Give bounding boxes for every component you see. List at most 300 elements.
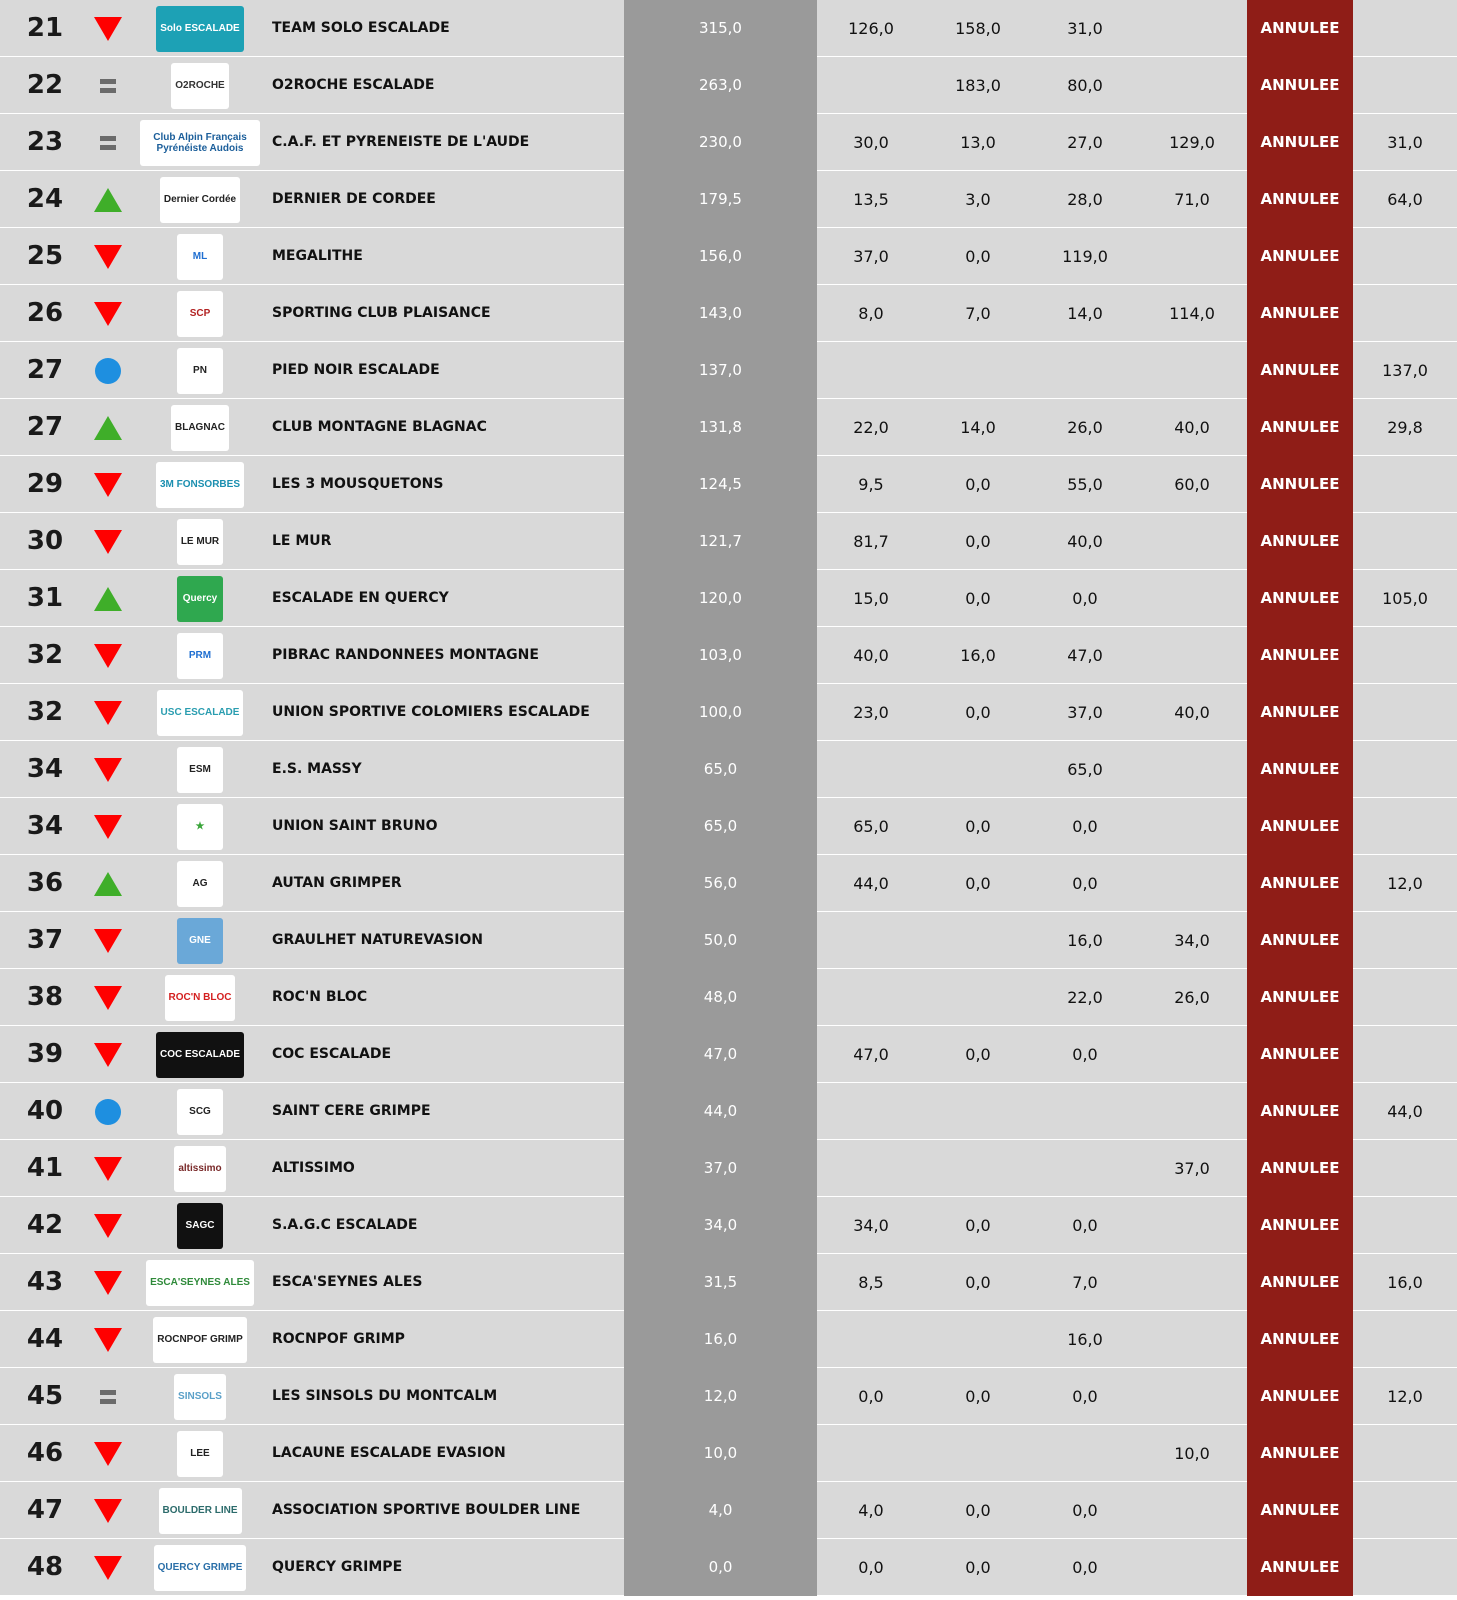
stage-3-score: 28,0 bbox=[1067, 190, 1103, 209]
status-badge: ANNULEE bbox=[1247, 513, 1353, 570]
rank-cell: 47 bbox=[26, 1495, 64, 1525]
stage-3-score: 16,0 bbox=[1067, 1330, 1103, 1349]
club-name: ALTISSIMO bbox=[272, 1160, 355, 1176]
club-logo bbox=[140, 1368, 260, 1425]
rank-cell: 42 bbox=[26, 1210, 64, 1240]
club-logo-image: SCP bbox=[177, 291, 223, 337]
stage-3-score: 0,0 bbox=[1072, 1501, 1098, 1520]
stage-2-score bbox=[925, 342, 1031, 399]
trend-up-icon bbox=[90, 570, 126, 627]
club-logo bbox=[140, 1311, 260, 1368]
total-score: 65,0 bbox=[624, 741, 817, 798]
stage-1-score bbox=[818, 912, 924, 969]
trend-equal-icon bbox=[90, 1368, 126, 1425]
status-badge: ANNULEE bbox=[1247, 0, 1353, 57]
stage-2-score: 0,0 bbox=[965, 532, 991, 551]
trend-down-icon bbox=[90, 627, 126, 684]
stage-4-score bbox=[1139, 1026, 1245, 1083]
club-logo-image: PRM bbox=[177, 633, 223, 679]
trend-down-icon bbox=[90, 285, 126, 342]
club-logo-image: ROC'N BLOC bbox=[165, 975, 236, 1021]
stage-4-score bbox=[1139, 741, 1245, 798]
club-logo bbox=[140, 285, 260, 342]
stage-3-score bbox=[1032, 1140, 1138, 1197]
club-name: C.A.F. ET PYRENEISTE DE L'AUDE bbox=[272, 134, 530, 150]
stage-2-score: 0,0 bbox=[965, 1273, 991, 1292]
stage-3-score: 16,0 bbox=[1067, 931, 1103, 950]
trend-down-icon bbox=[90, 912, 126, 969]
club-name: ESCALADE EN QUERCY bbox=[272, 590, 449, 606]
stage-2-score: 0,0 bbox=[965, 1045, 991, 1064]
table-row bbox=[0, 627, 1457, 684]
club-logo bbox=[140, 1140, 260, 1197]
stage-3-score: 0,0 bbox=[1072, 1387, 1098, 1406]
club-name: LES SINSOLS DU MONTCALM bbox=[272, 1388, 498, 1404]
club-logo-image: altissimo bbox=[174, 1146, 225, 1192]
club-logo bbox=[140, 1539, 260, 1596]
club-name: QUERCY GRIMPE bbox=[272, 1559, 403, 1575]
stage-4-score bbox=[1139, 342, 1245, 399]
trend-down-icon bbox=[90, 0, 126, 57]
stage-5-score bbox=[1353, 285, 1457, 342]
rank-cell: 40 bbox=[26, 1096, 64, 1126]
trend-down-icon bbox=[90, 1311, 126, 1368]
stage-1-score: 40,0 bbox=[853, 646, 889, 665]
rank-cell: 21 bbox=[26, 13, 64, 43]
table-row bbox=[0, 1425, 1457, 1482]
table-row bbox=[0, 1539, 1457, 1596]
rank-cell: 23 bbox=[26, 127, 64, 157]
club-name: AUTAN GRIMPER bbox=[272, 875, 402, 891]
stage-2-score: 0,0 bbox=[965, 817, 991, 836]
stage-3-score: 119,0 bbox=[1062, 247, 1108, 266]
table-row bbox=[0, 513, 1457, 570]
rank-cell: 31 bbox=[26, 583, 64, 613]
club-logo bbox=[140, 741, 260, 798]
club-logo-image: PN bbox=[177, 348, 223, 394]
table-row bbox=[0, 741, 1457, 798]
stage-5-score: 64,0 bbox=[1387, 190, 1423, 209]
status-badge: ANNULEE bbox=[1247, 912, 1353, 969]
table-row bbox=[0, 1254, 1457, 1311]
stage-3-score: 31,0 bbox=[1067, 19, 1103, 38]
club-name: ROC'N BLOC bbox=[272, 989, 368, 1005]
stage-1-score: 15,0 bbox=[853, 589, 889, 608]
stage-3-score: 65,0 bbox=[1067, 760, 1103, 779]
stage-3-score bbox=[1032, 1425, 1138, 1482]
total-score: 56,0 bbox=[624, 855, 817, 912]
trend-down-icon bbox=[90, 1254, 126, 1311]
stage-2-score: 0,0 bbox=[965, 1387, 991, 1406]
stage-4-score bbox=[1139, 1482, 1245, 1539]
stage-2-score bbox=[925, 741, 1031, 798]
table-row bbox=[0, 912, 1457, 969]
stage-2-score: 7,0 bbox=[965, 304, 991, 323]
stage-1-score: 37,0 bbox=[853, 247, 889, 266]
status-badge: ANNULEE bbox=[1247, 228, 1353, 285]
stage-3-score: 22,0 bbox=[1067, 988, 1103, 1007]
status-badge: ANNULEE bbox=[1247, 456, 1353, 513]
status-badge: ANNULEE bbox=[1247, 1026, 1353, 1083]
club-logo bbox=[140, 1482, 260, 1539]
stage-5-score: 29,8 bbox=[1387, 418, 1423, 437]
club-name: SPORTING CLUB PLAISANCE bbox=[272, 305, 491, 321]
total-score: 137,0 bbox=[624, 342, 817, 399]
stage-5-score bbox=[1353, 456, 1457, 513]
stage-5-score bbox=[1353, 57, 1457, 114]
stage-3-score: 80,0 bbox=[1067, 76, 1103, 95]
status-badge: ANNULEE bbox=[1247, 741, 1353, 798]
total-score: 44,0 bbox=[624, 1083, 817, 1140]
stage-5-score bbox=[1353, 1311, 1457, 1368]
stage-2-score: 0,0 bbox=[965, 1558, 991, 1577]
stage-4-score bbox=[1139, 513, 1245, 570]
club-name: DERNIER DE CORDEE bbox=[272, 191, 436, 207]
stage-4-score bbox=[1139, 1311, 1245, 1368]
stage-4-score bbox=[1139, 1197, 1245, 1254]
rank-cell: 45 bbox=[26, 1381, 64, 1411]
rank-cell: 34 bbox=[26, 754, 64, 784]
club-name: MEGALITHE bbox=[272, 248, 363, 264]
stage-2-score: 0,0 bbox=[965, 247, 991, 266]
rank-cell: 41 bbox=[26, 1153, 64, 1183]
total-score: 37,0 bbox=[624, 1140, 817, 1197]
club-name: SAINT CERE GRIMPE bbox=[272, 1103, 431, 1119]
stage-1-score: 126,0 bbox=[848, 19, 894, 38]
stage-2-score bbox=[925, 912, 1031, 969]
stage-3-score: 47,0 bbox=[1067, 646, 1103, 665]
total-score: 120,0 bbox=[624, 570, 817, 627]
total-score: 131,8 bbox=[624, 399, 817, 456]
club-logo bbox=[140, 1254, 260, 1311]
club-logo bbox=[140, 399, 260, 456]
rank-cell: 46 bbox=[26, 1438, 64, 1468]
stage-3-score: 0,0 bbox=[1072, 1558, 1098, 1577]
club-logo-image: ML bbox=[177, 234, 223, 280]
trend-down-icon bbox=[90, 798, 126, 855]
stage-1-score: 23,0 bbox=[853, 703, 889, 722]
total-score: 12,0 bbox=[624, 1368, 817, 1425]
stage-2-score: 0,0 bbox=[965, 1216, 991, 1235]
stage-5-score: 137,0 bbox=[1382, 361, 1428, 380]
club-logo-image: SCG bbox=[177, 1089, 223, 1135]
table-row bbox=[0, 684, 1457, 741]
stage-1-score: 8,5 bbox=[858, 1273, 884, 1292]
club-logo-image: BLAGNAC bbox=[171, 405, 229, 451]
rank-cell: 24 bbox=[26, 184, 64, 214]
status-badge: ANNULEE bbox=[1247, 114, 1353, 171]
table-row bbox=[0, 1083, 1457, 1140]
stage-4-score: 40,0 bbox=[1174, 418, 1210, 437]
club-name: PIBRAC RANDONNEES MONTAGNE bbox=[272, 647, 539, 663]
stage-1-score: 13,5 bbox=[853, 190, 889, 209]
club-logo bbox=[140, 912, 260, 969]
trend-down-icon bbox=[90, 684, 126, 741]
club-logo bbox=[140, 627, 260, 684]
status-badge: ANNULEE bbox=[1247, 684, 1353, 741]
club-name: TEAM SOLO ESCALADE bbox=[272, 20, 450, 36]
stage-5-score: 12,0 bbox=[1387, 1387, 1423, 1406]
club-name: S.A.G.C ESCALADE bbox=[272, 1217, 418, 1233]
status-badge: ANNULEE bbox=[1247, 1311, 1353, 1368]
total-score: 65,0 bbox=[624, 798, 817, 855]
stage-5-score bbox=[1353, 1539, 1457, 1596]
stage-4-score: 26,0 bbox=[1174, 988, 1210, 1007]
stage-4-score: 71,0 bbox=[1174, 190, 1210, 209]
stage-4-score bbox=[1139, 57, 1245, 114]
stage-4-score bbox=[1139, 0, 1245, 57]
rank-cell: 44 bbox=[26, 1324, 64, 1354]
club-logo bbox=[140, 513, 260, 570]
club-name: UNION SAINT BRUNO bbox=[272, 818, 438, 834]
status-badge: ANNULEE bbox=[1247, 855, 1353, 912]
trend-down-icon bbox=[90, 228, 126, 285]
stage-1-score bbox=[818, 1140, 924, 1197]
club-logo bbox=[140, 57, 260, 114]
stage-3-score: 40,0 bbox=[1067, 532, 1103, 551]
stage-2-score: 0,0 bbox=[965, 703, 991, 722]
table-row bbox=[0, 114, 1457, 171]
stage-2-score bbox=[925, 969, 1031, 1026]
stage-1-score bbox=[818, 342, 924, 399]
total-score: 50,0 bbox=[624, 912, 817, 969]
stage-3-score: 0,0 bbox=[1072, 874, 1098, 893]
stage-4-score: 40,0 bbox=[1174, 703, 1210, 722]
total-score: 315,0 bbox=[624, 0, 817, 57]
rank-cell: 30 bbox=[26, 526, 64, 556]
club-logo-image: ★ bbox=[177, 804, 223, 850]
stage-5-score bbox=[1353, 1425, 1457, 1482]
club-logo-image: GNE bbox=[177, 918, 223, 964]
rank-cell: 27 bbox=[26, 412, 64, 442]
stage-3-score: 14,0 bbox=[1067, 304, 1103, 323]
club-logo bbox=[140, 798, 260, 855]
club-logo bbox=[140, 171, 260, 228]
club-logo-image: SINSOLS bbox=[174, 1374, 226, 1420]
stage-2-score bbox=[925, 1140, 1031, 1197]
stage-1-score bbox=[818, 1425, 924, 1482]
trend-down-icon bbox=[90, 1539, 126, 1596]
total-score: 10,0 bbox=[624, 1425, 817, 1482]
status-badge: ANNULEE bbox=[1247, 171, 1353, 228]
status-badge: ANNULEE bbox=[1247, 627, 1353, 684]
rank-cell: 22 bbox=[26, 70, 64, 100]
table-row bbox=[0, 1140, 1457, 1197]
trend-up-icon bbox=[90, 171, 126, 228]
total-score: 230,0 bbox=[624, 114, 817, 171]
stage-2-score bbox=[925, 1083, 1031, 1140]
status-badge: ANNULEE bbox=[1247, 969, 1353, 1026]
club-logo bbox=[140, 570, 260, 627]
stage-2-score: 13,0 bbox=[960, 133, 996, 152]
stage-1-score: 34,0 bbox=[853, 1216, 889, 1235]
club-logo bbox=[140, 1197, 260, 1254]
total-score: 47,0 bbox=[624, 1026, 817, 1083]
stage-4-score: 114,0 bbox=[1169, 304, 1215, 323]
club-logo-image: ESM bbox=[177, 747, 223, 793]
status-badge: ANNULEE bbox=[1247, 798, 1353, 855]
total-score: 103,0 bbox=[624, 627, 817, 684]
status-badge: ANNULEE bbox=[1247, 570, 1353, 627]
stage-2-score: 14,0 bbox=[960, 418, 996, 437]
club-logo-image: 3M FONSORBES bbox=[156, 462, 244, 508]
stage-2-score: 16,0 bbox=[960, 646, 996, 665]
table-row bbox=[0, 855, 1457, 912]
stage-5-score bbox=[1353, 969, 1457, 1026]
table-row bbox=[0, 1311, 1457, 1368]
stage-2-score: 0,0 bbox=[965, 475, 991, 494]
stage-2-score: 3,0 bbox=[965, 190, 991, 209]
status-badge: ANNULEE bbox=[1247, 285, 1353, 342]
total-score: 121,7 bbox=[624, 513, 817, 570]
total-score: 100,0 bbox=[624, 684, 817, 741]
club-name: GRAULHET NATUREVASION bbox=[272, 932, 484, 948]
table-row bbox=[0, 1482, 1457, 1539]
stage-2-score: 0,0 bbox=[965, 589, 991, 608]
club-logo-image: ROCNPOF GRIMP bbox=[153, 1317, 247, 1363]
table-row bbox=[0, 342, 1457, 399]
trend-equal-icon bbox=[90, 114, 126, 171]
club-logo bbox=[140, 1026, 260, 1083]
status-badge: ANNULEE bbox=[1247, 399, 1353, 456]
total-score: 263,0 bbox=[624, 57, 817, 114]
club-logo-image: Dernier Cordée bbox=[160, 177, 240, 223]
stage-5-score bbox=[1353, 627, 1457, 684]
club-logo bbox=[140, 114, 260, 171]
total-score: 4,0 bbox=[624, 1482, 817, 1539]
stage-1-score: 0,0 bbox=[858, 1387, 884, 1406]
club-name: LES 3 MOUSQUETONS bbox=[272, 476, 444, 492]
stage-4-score: 10,0 bbox=[1174, 1444, 1210, 1463]
status-badge: ANNULEE bbox=[1247, 1368, 1353, 1425]
stage-3-score bbox=[1032, 342, 1138, 399]
club-logo-image: Solo ESCALADE bbox=[156, 6, 243, 52]
stage-3-score: 0,0 bbox=[1072, 1216, 1098, 1235]
stage-4-score bbox=[1139, 228, 1245, 285]
stage-5-score: 44,0 bbox=[1387, 1102, 1423, 1121]
table-row bbox=[0, 57, 1457, 114]
trend-down-icon bbox=[90, 1482, 126, 1539]
club-logo bbox=[140, 1083, 260, 1140]
club-name: LACAUNE ESCALADE EVASION bbox=[272, 1445, 506, 1461]
total-score: 156,0 bbox=[624, 228, 817, 285]
table-row bbox=[0, 1197, 1457, 1254]
stage-1-score: 81,7 bbox=[853, 532, 889, 551]
rank-cell: 32 bbox=[26, 640, 64, 670]
club-name: UNION SPORTIVE COLOMIERS ESCALADE bbox=[272, 704, 590, 720]
total-score: 16,0 bbox=[624, 1311, 817, 1368]
trend-up-icon bbox=[90, 399, 126, 456]
stage-4-score bbox=[1139, 627, 1245, 684]
trend-down-icon bbox=[90, 513, 126, 570]
stage-5-score bbox=[1353, 741, 1457, 798]
status-badge: ANNULEE bbox=[1247, 57, 1353, 114]
stage-1-score: 0,0 bbox=[858, 1558, 884, 1577]
stage-5-score bbox=[1353, 1197, 1457, 1254]
stage-2-score: 0,0 bbox=[965, 1501, 991, 1520]
stage-3-score: 7,0 bbox=[1072, 1273, 1098, 1292]
rank-cell: 39 bbox=[26, 1039, 64, 1069]
stage-5-score bbox=[1353, 684, 1457, 741]
club-name: E.S. MASSY bbox=[272, 761, 362, 777]
rank-cell: 37 bbox=[26, 925, 64, 955]
rank-cell: 38 bbox=[26, 982, 64, 1012]
total-score: 143,0 bbox=[624, 285, 817, 342]
stage-5-score bbox=[1353, 1140, 1457, 1197]
stage-2-score bbox=[925, 1425, 1031, 1482]
stage-5-score bbox=[1353, 0, 1457, 57]
table-row bbox=[0, 969, 1457, 1026]
club-logo-image: AG bbox=[177, 861, 223, 907]
club-logo bbox=[140, 0, 260, 57]
stage-4-score bbox=[1139, 798, 1245, 855]
club-logo-image: BOULDER LINE bbox=[159, 1488, 242, 1534]
trend-down-icon bbox=[90, 969, 126, 1026]
total-score: 124,5 bbox=[624, 456, 817, 513]
stage-4-score: 34,0 bbox=[1174, 931, 1210, 950]
status-badge: ANNULEE bbox=[1247, 1254, 1353, 1311]
table-row bbox=[0, 171, 1457, 228]
club-logo-image: QUERCY GRIMPE bbox=[154, 1545, 247, 1591]
stage-4-score: 60,0 bbox=[1174, 475, 1210, 494]
stage-1-score bbox=[818, 741, 924, 798]
club-logo bbox=[140, 228, 260, 285]
club-name: CLUB MONTAGNE BLAGNAC bbox=[272, 419, 487, 435]
club-logo-image: LEE bbox=[177, 1431, 223, 1477]
stage-3-score: 0,0 bbox=[1072, 817, 1098, 836]
trend-new-icon bbox=[90, 342, 126, 399]
stage-1-score bbox=[818, 1311, 924, 1368]
table-row bbox=[0, 0, 1457, 57]
club-logo-image: LE MUR bbox=[177, 519, 223, 565]
club-name: LE MUR bbox=[272, 533, 332, 549]
trend-down-icon bbox=[90, 1026, 126, 1083]
club-logo bbox=[140, 684, 260, 741]
stage-3-score: 26,0 bbox=[1067, 418, 1103, 437]
stage-4-score bbox=[1139, 570, 1245, 627]
status-badge: ANNULEE bbox=[1247, 1083, 1353, 1140]
stage-1-score: 8,0 bbox=[858, 304, 884, 323]
table-row bbox=[0, 798, 1457, 855]
stage-5-score bbox=[1353, 513, 1457, 570]
total-score: 48,0 bbox=[624, 969, 817, 1026]
trend-down-icon bbox=[90, 456, 126, 513]
stage-5-score: 16,0 bbox=[1387, 1273, 1423, 1292]
stage-1-score bbox=[818, 969, 924, 1026]
total-score: 179,5 bbox=[624, 171, 817, 228]
total-score: 31,5 bbox=[624, 1254, 817, 1311]
rank-cell: 48 bbox=[26, 1552, 64, 1582]
club-name: ASSOCIATION SPORTIVE BOULDER LINE bbox=[272, 1502, 581, 1518]
stage-1-score: 44,0 bbox=[853, 874, 889, 893]
club-logo bbox=[140, 456, 260, 513]
trend-new-icon bbox=[90, 1083, 126, 1140]
stage-3-score: 0,0 bbox=[1072, 1045, 1098, 1064]
club-logo bbox=[140, 1425, 260, 1482]
trend-up-icon bbox=[90, 855, 126, 912]
stage-5-score bbox=[1353, 228, 1457, 285]
club-logo-image: ESCA'SEYNES ALES bbox=[146, 1260, 254, 1306]
stage-3-score: 55,0 bbox=[1067, 475, 1103, 494]
status-badge: ANNULEE bbox=[1247, 1539, 1353, 1596]
club-name: ROCNPOF GRIMP bbox=[272, 1331, 405, 1347]
stage-1-score bbox=[818, 1083, 924, 1140]
stage-2-score bbox=[925, 1311, 1031, 1368]
club-logo-image: COC ESCALADE bbox=[156, 1032, 244, 1078]
club-name: O2ROCHE ESCALADE bbox=[272, 77, 435, 93]
total-score: 0,0 bbox=[624, 1539, 817, 1596]
status-badge: ANNULEE bbox=[1247, 1425, 1353, 1482]
